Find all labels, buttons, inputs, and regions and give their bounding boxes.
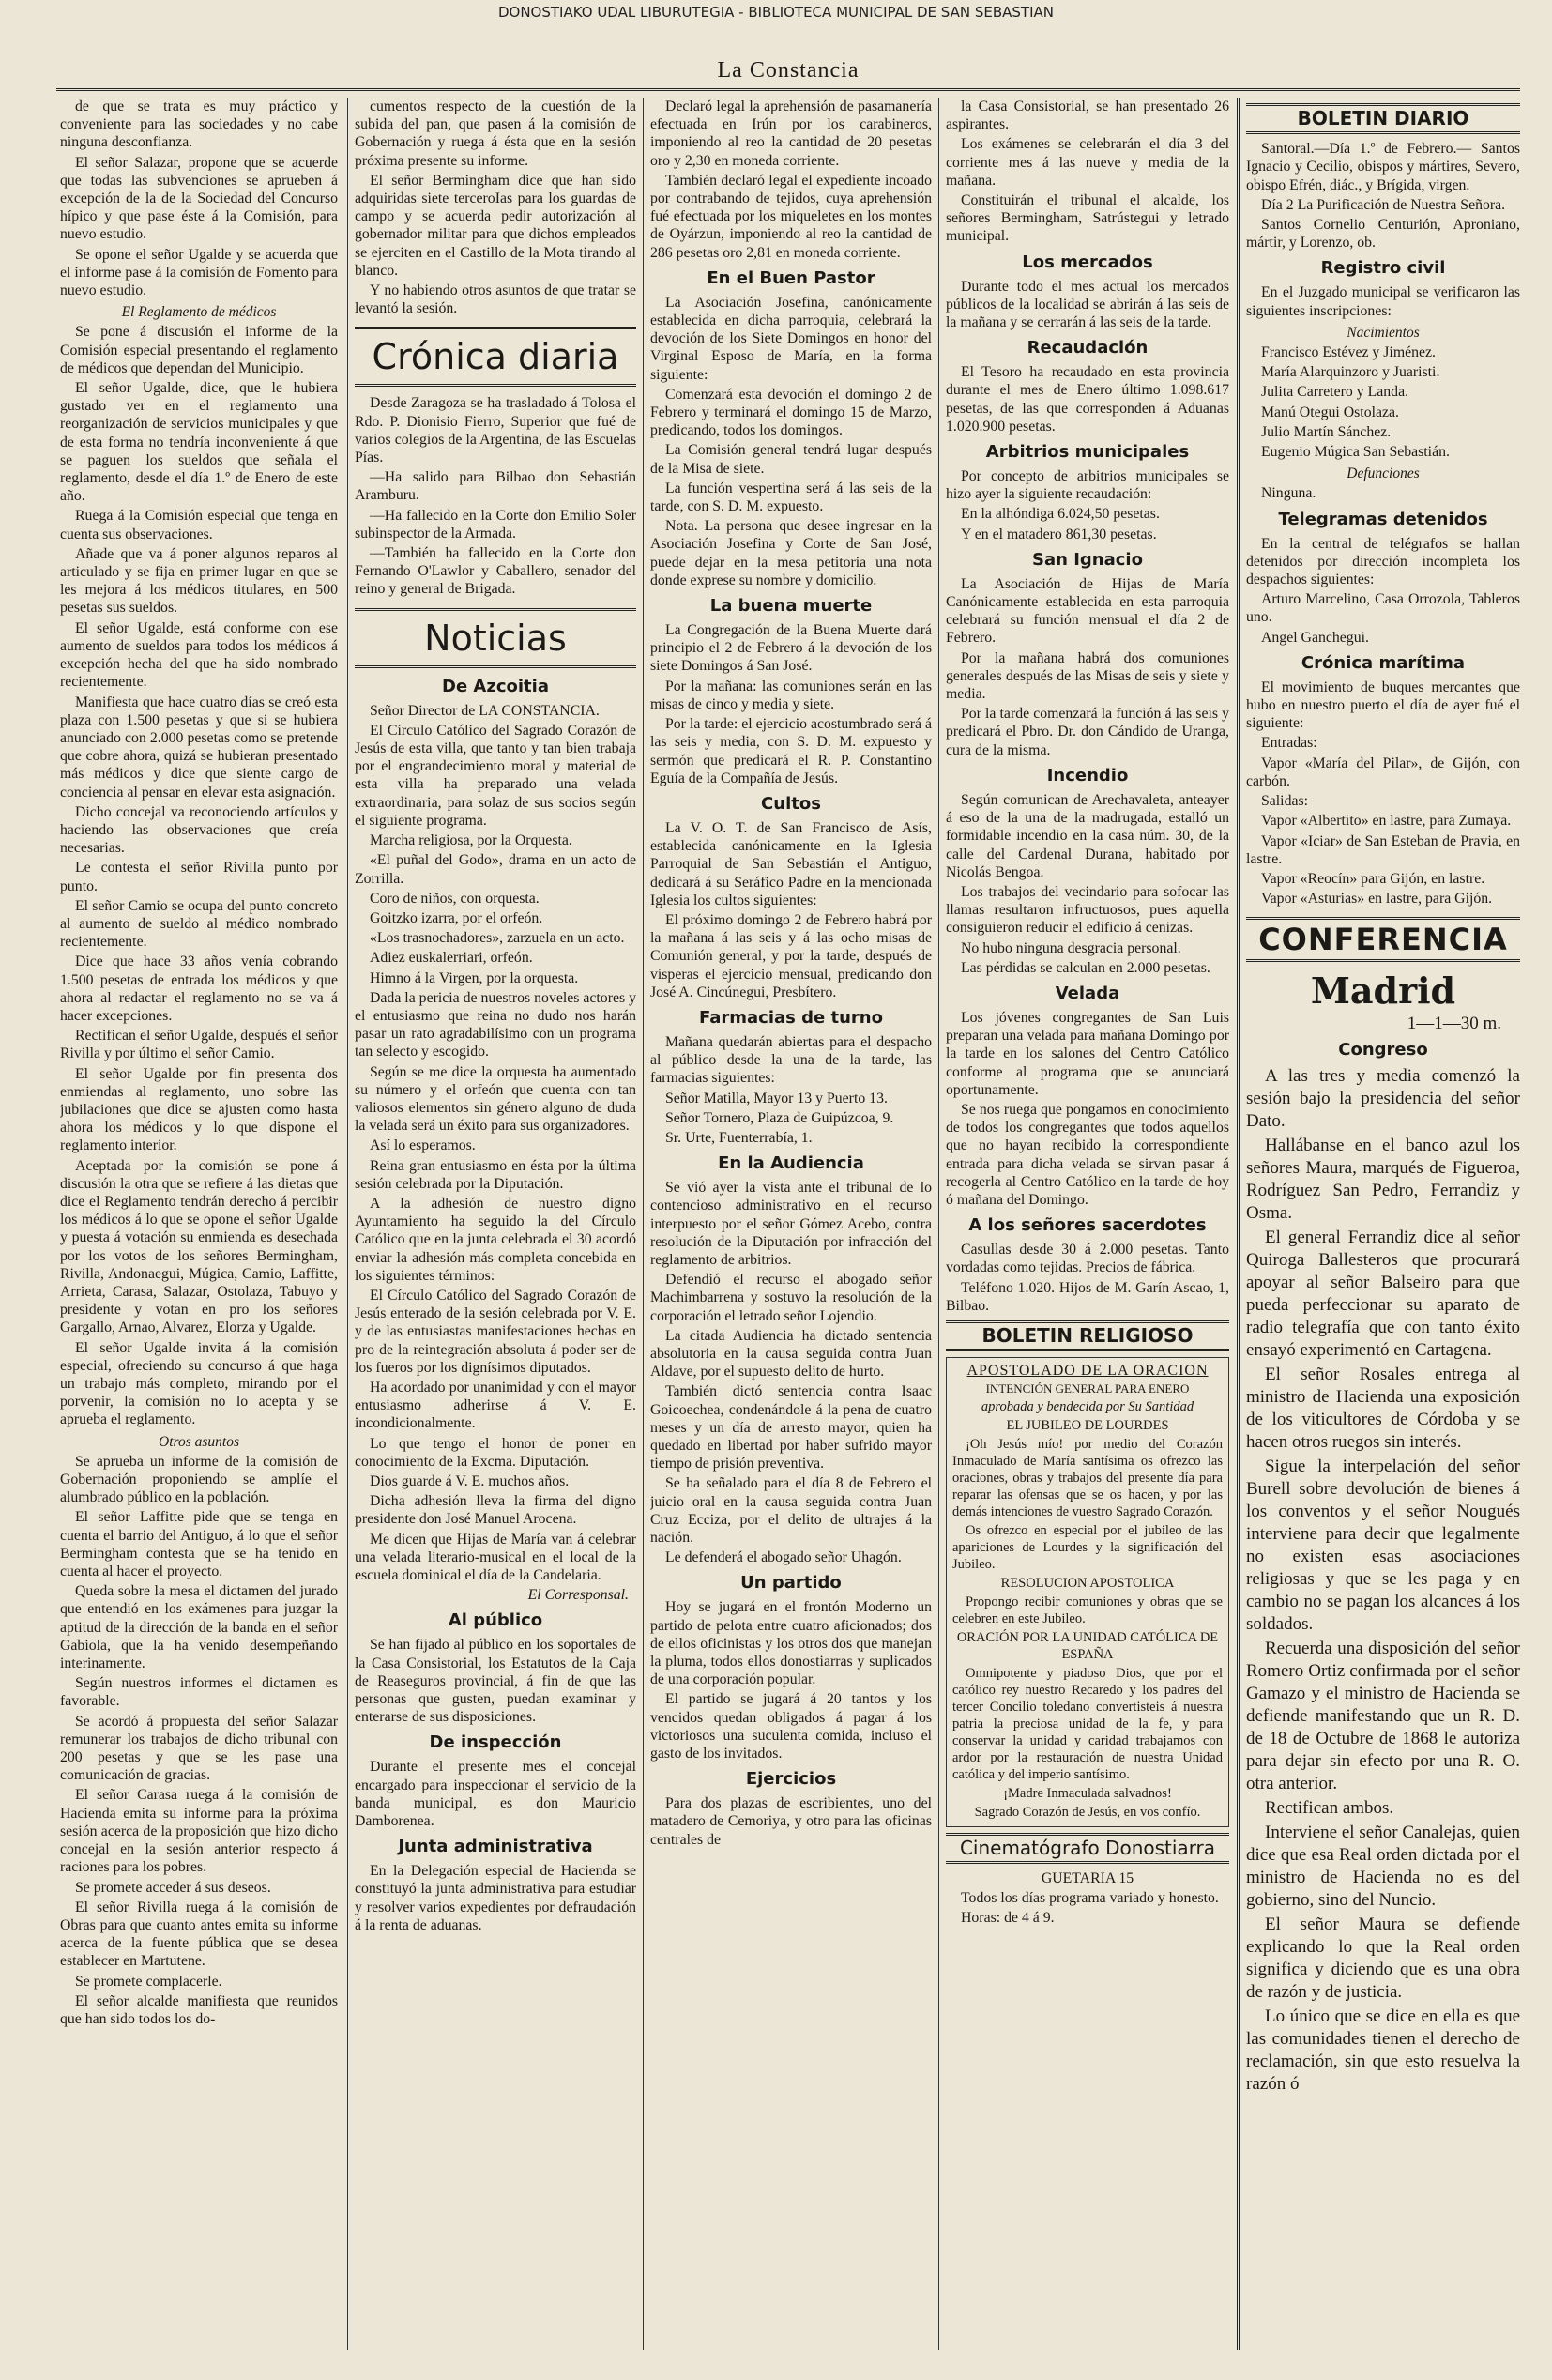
paragraph: A la adhesión de nuestro digno Ayuntamiento ha seguido la del Círculo Católico que en la junta celebrada el 30 acordó enviar la adhesión más completa concebida en los siguientes términos: bbox=[355, 1195, 636, 1284]
section-heading: Al público bbox=[448, 1610, 543, 1631]
paragraph: La Asociación Josefina, canónicamente establecida en dicha parroquia, celebrará la devoción de los Siete Domingos en honor del Virginal Esposo de María, en la forma siguiente: bbox=[650, 294, 932, 383]
paragraph: Por concepto de arbitrios municipales se hizo ayer la siguiente recaudación: bbox=[946, 468, 1229, 503]
paragraph: Queda sobre la mesa el dictamen del jurado que entendió en los exámenes para juzgar la aptitud de la dirección de la banda en el señor Gabiola, que la ha venido desempeñando interinamente. bbox=[60, 1583, 338, 1672]
paragraph: Se aprueba un informe de la comisión de Gobernación proponiendo se amplíe el alumbrado público en la población. bbox=[60, 1453, 338, 1506]
paragraph: No hubo ninguna desgracia personal. bbox=[961, 939, 1181, 956]
section-heading: La buena muerte bbox=[709, 596, 873, 617]
paragraph: Se acordó á propuesta del señor Salazar remunerar los trabajos de dicho tribunal con 200 pesetas y que se les pase una comunicación de gracias. bbox=[60, 1713, 338, 1784]
list-item: Julio Martín Sánchez. bbox=[1261, 423, 1392, 440]
paragraph: Nota. La persona que desee ingresar en la Asociación Josefina y Corte de San José, puede dejar en la mesa petitoria una nota donde exprese su nombre y domicilio. bbox=[650, 518, 932, 588]
paragraph: Señor Director de LA CONSTANCIA. bbox=[370, 702, 600, 719]
section-heading: En la Audiencia bbox=[718, 1153, 864, 1174]
paragraph: Se ha señalado para el día 8 de Febrero el juicio oral en la causa seguida contra Juan Cruz Ecciza, por el delito de ultrajes á la nación. bbox=[650, 1475, 932, 1547]
paragraph: Dada la pericia de nuestros noveles actores y el entusiasmo que reina no dudo nos harán pasar un rato agradabilísimo con un programa tan selecto y escogido. bbox=[355, 989, 636, 1060]
paragraph: El señor Rosales entrega al ministro de Hacienda una exposición de los viticultores de Córdoba y se hacen otros ruegos sin interés. bbox=[1246, 1364, 1520, 1452]
paragraph: Dios guarde á V. E. muchos años. bbox=[370, 1473, 570, 1489]
section-heading: San Ignacio bbox=[1032, 549, 1143, 570]
paragraph: Interviene el señor Canalejas, quien dice que esa Real orden dictada por el ministro de Hacienda no es del gobierno, sino del Nuncio. bbox=[1246, 1822, 1520, 1910]
paragraph: El Tesoro ha recaudado en esta provincia durante el mes de Enero último 1.098.617 pesetas, de las que corresponden á Aduanas 1.020.900 pesetas. bbox=[946, 364, 1229, 435]
paragraph: También declaró legal el expediente incoado por contrabando de tejidos, cuya aprehensión fué efectuada por los miqueletes en los montes de Oyárzun, imponiendo al reo la cantidad de 286 pesetas oro 2,81 en moneda corriente. bbox=[650, 172, 932, 261]
archive-header: DONOSTIAKO UDAL LIBURUTEGIA - BIBLIOTECA MUNICIPAL DE SAN SEBASTIAN bbox=[497, 4, 1054, 21]
paragraph: Santoral.—Día 1.º de Febrero.— Santos Ignacio y Cecilio, obispos y mártires, Severo, obispo Efrén, diác., y Brígida, virgen. bbox=[1246, 141, 1520, 193]
paragraph: Constituirán el tribunal el alcalde, los señores Bermingham, Satrústegui y letrado municipal. bbox=[946, 192, 1229, 245]
section-subhead: El Reglamento de médicos bbox=[121, 304, 277, 321]
list-item: Francisco Estévez y Jiménez. bbox=[1261, 344, 1436, 361]
column-rule bbox=[347, 98, 348, 2350]
section-heading: En el Buen Pastor bbox=[707, 267, 875, 288]
paragraph: Hallábanse en el banco azul los señores Maura, marqués de Figueroa, Rodríguez San Pedro, Ferrandiz y Osma. bbox=[1246, 1135, 1520, 1223]
boletin-diario-heading: BOLETIN DIARIO bbox=[1246, 103, 1520, 134]
column-4 bbox=[946, 98, 1229, 2350]
paragraph: —Ha fallecido en la Corte don Emilio Soler subinspector de la Armada. bbox=[355, 507, 636, 542]
paragraph: Santos Cornelio Centurión, Aproniano, mártir, y Lorenzo, ob. bbox=[1246, 217, 1520, 252]
paragraph: Lo que tengo el honor de poner en conocimiento de la Excma. Diputación. bbox=[355, 1435, 636, 1470]
paragraph: de que se trata es muy práctico y conveniente para las sociedades y no cabe ninguna desconfianza. bbox=[60, 99, 338, 151]
paragraph: cumentos respecto de la cuestión de la subida del pan, que pasen á la comisión de Gobernación y ruega á ésta que en la sesión próxima presente su informe. bbox=[355, 99, 636, 169]
madrid-heading: Madrid bbox=[1310, 969, 1456, 1013]
paragraph: El señor Carasa ruega á la comisión de Hacienda emita su informe para la próxima sesión acerca de la proposición que hizo dicho concejal en la sesión anterior respecto á raciones para los pobres. bbox=[60, 1787, 338, 1876]
paragraph: Sagrado Corazón de Jesús, en vos confío. bbox=[974, 1804, 1201, 1820]
paragraph: ¡Oh Jesús mío! por medio del Corazón Inmaculado de María santísima os ofrezco las oraciones, obras y trabajos del presente día para reparar las ofensas que se os hacen, y por las demás intenciones de vuestro Sagrado Corazón. bbox=[952, 1436, 1223, 1519]
paragraph: Entradas: bbox=[1261, 735, 1317, 752]
paragraph: Salidas: bbox=[1261, 793, 1309, 810]
section-heading: Telegramas detenidos bbox=[1278, 509, 1488, 529]
paragraph: Dice que hace 33 años venía cobrando 1.500 pesetas de entrada los médicos y que ahora al redactar el reglamento no se va á hacer excepciones. bbox=[60, 954, 338, 1024]
section-heading: Un partido bbox=[740, 1573, 842, 1594]
paragraph: La Congregación de la Buena Muerte dará principio el 2 de Febrero á la devoción de los siete Domingos á San José. bbox=[650, 622, 932, 675]
paragraph: Vapor «Albertito» en lastre, para Zumaya. bbox=[1261, 813, 1512, 830]
paragraph: Himno á la Virgen, por la orquesta. bbox=[370, 969, 579, 986]
paragraph: La Asociación de Hijas de María Canónicamente establecida en esta parroquia celebrará su función mensual el día 2 de Febrero. bbox=[946, 575, 1229, 647]
paragraph: El señor Ugalde, está conforme con ese aumento de sueldos para todos los médicos á excepción hecha del que ha sido nombrado recientemente. bbox=[60, 619, 338, 691]
list-item: Eugenio Múgica San Sebastián. bbox=[1261, 444, 1450, 461]
paragraph: Coro de niños, con orquesta. bbox=[370, 890, 540, 907]
paragraph: Angel Ganchegui. bbox=[1261, 629, 1369, 646]
section-subhead: Defunciones bbox=[1347, 465, 1420, 482]
paragraph: También dictó sentencia contra Isaac Goicoechea, condenándole á la pena de cuatro meses y un día de arresto mayor, quien ha quedado en libertad por haber sufrido mayor tiempo de prisión preventiva. bbox=[650, 1383, 932, 1472]
paragraph: Los trabajos del vecindario para sofocar las llamas resultaron infructuosos, pues aquella consiguieron reducir el edificio á cenizas. bbox=[946, 883, 1229, 937]
paragraph: Se pone á discusión el informe de la Comisión especial presentando el reglamento de médicos que dependan del Municipio. bbox=[60, 324, 338, 376]
section-subhead: Otros asuntos bbox=[159, 1433, 239, 1450]
paragraph: Omnipotente y piadoso Dios, que por el católico rey nuestro Recaredo y los padres del tercer Concilio toledano convertisteis á nuestra patria la preciosa unidad de la fe, y para conservar la unidad y caridad trabajamos con ardor por la restauración de nuestra Unidad católica y del imperio santísimo. bbox=[952, 1665, 1223, 1782]
paragraph: El señor Bermingham dice que han sido adquiridas siete terceroIas para los guardas de campo y se acuerda pedir autorización al gobernador militar para que dichos empleados se ejerciten en el Castillo de la Mota tirando al blanco. bbox=[355, 172, 636, 279]
paragraph: Por la tarde comenzará la función á las seis y predicará el Pbro. Dr. don Cándido de Uranga, cura de la misma. bbox=[946, 706, 1229, 758]
column-rule bbox=[1237, 98, 1240, 2350]
paragraph: Le contesta el señor Rivilla punto por punto. bbox=[60, 860, 338, 894]
paragraph: La citada Audiencia ha dictado sentencia absolutoria en la causa seguida contra Juan Aldave, por el supuesto delito de hurto. bbox=[650, 1327, 932, 1381]
section-heading: Cultos bbox=[761, 793, 821, 814]
column-2 bbox=[355, 98, 636, 2350]
section-heading: Registro civil bbox=[1320, 258, 1446, 279]
paragraph: Por la mañana: las comuniones serán en las misas de cinco y media y siete. bbox=[650, 678, 932, 712]
congreso-report bbox=[1246, 1065, 1520, 2096]
paragraph: El señor Ugalde invita á la comisión especial, ofreciendo su concurso á que haga un trabajo más completo, mirando por el porvenir, la comisión no lo acepta y se aprueba el reglamento. bbox=[60, 1339, 338, 1428]
paragraph: Señor Matilla, Mayor 13 y Puerto 13. bbox=[665, 1090, 888, 1106]
list-item: María Alarquinzoro y Juaristi. bbox=[1261, 364, 1440, 381]
section-heading: Recaudación bbox=[1027, 338, 1149, 359]
paragraph: ORACIÓN POR LA UNIDAD CATÓLICA DE ESPAÑA bbox=[956, 1629, 1219, 1662]
paragraph: Teléfono 1.020. Hijos de M. Garín Ascao, 1, Bilbao. bbox=[946, 1279, 1229, 1314]
paragraph: Durante el presente mes el concejal encargado para inspeccionar el servicio de la banda municipal, es don Mauricio Damborenea. bbox=[355, 1759, 636, 1830]
boletin-religioso-heading: BOLETIN RELIGIOSO bbox=[946, 1320, 1229, 1351]
paragraph: En la alhóndiga 6.024,50 pesetas. bbox=[961, 506, 1160, 523]
section-heading: Ejercicios bbox=[745, 1769, 837, 1790]
paragraph: Durante todo el mes actual los mercados públicos de la localidad se abrirán á las seis de la mañana y se cerrarán á las seis de la tarde. bbox=[946, 278, 1229, 331]
paragraph: El Círculo Católico del Sagrado Corazón de Jesús de esta villa, que tanto y tan bien trabaja por el engrandecimiento moral y material de esta villa ha preparado una velada extraordinaria, para solaz de sus socios según el siguiente programa. bbox=[355, 722, 636, 829]
paragraph: Vapor «Iciar» de San Esteban de Pravia, en lastre. bbox=[1246, 832, 1520, 867]
paragraph: El señor Ugalde, dice, que le hubiera gustado ver en el reglamento una reorganización de servicios municipales y que de esta forma no tendría inconveniente á que se paguen los sueldos que señala el reglamento, desde el día 1.º de Enero de este año. bbox=[60, 380, 338, 505]
paragraph: Hoy se jugará en el frontón Moderno un partido de pelota entre cuatro aficionados; dos de ellos oficinistas y los otros dos que manejan la pluma, todos ellos donostiarras y suplicados de una corporación popular. bbox=[650, 1599, 932, 1688]
paragraph: Os ofrezco en especial por el jubileo de las apariciones de Lourdes y la significación del Jubileo. bbox=[952, 1522, 1223, 1572]
paragraph: Por la tarde: el ejercicio acostumbrado será á las seis y media, con S. D. M. expuesto y sermón que predicará el R. P. Constantino Eguía de la Compañía de Jesús. bbox=[650, 716, 932, 786]
paragraph: Se vió ayer la vista ante el tribunal de lo contencioso administrativo en el recurso interpuesto por el señor Gómez Acebo, contra resolución de la Diputación por infracción del reglamento de arbitrios. bbox=[650, 1180, 932, 1268]
paragraph: Rectifican ambos. bbox=[1265, 1797, 1394, 1818]
paragraph: Señor Tornero, Plaza de Guipúzcoa, 9. bbox=[665, 1109, 894, 1126]
column-1 bbox=[60, 98, 338, 2350]
paragraph: El señor Camio se ocupa del punto concreto al aumento de sueldo al médico nombrado recientemente. bbox=[60, 897, 338, 951]
religious-notice-box bbox=[946, 1357, 1229, 1826]
paragraph: Añade que va á poner algunos reparos al articulado y se fija en primer lugar en que se les mejora á los médicos titulares, en 500 pesetas sus sueldos. bbox=[60, 545, 338, 617]
paragraph: Por la mañana habrá dos comuniones generales después de las Misas de seis y siete y media. bbox=[946, 649, 1229, 703]
paragraph: Y no habiendo otros asuntos de que tratar se levantó la sesión. bbox=[355, 282, 636, 317]
section-heading: De inspección bbox=[429, 1732, 562, 1753]
paragraph: «El puñal del Godo», drama en un acto de Zorrilla. bbox=[355, 852, 636, 887]
paragraph: Ruega á la Comisión especial que tenga en cuenta sus observaciones. bbox=[60, 508, 338, 542]
paragraph: Dicho concejal va reconociendo artículos y haciendo las observaciones que creía necesarias. bbox=[60, 803, 338, 857]
paragraph: Se opone el señor Ugalde y se acuerda que el informe pase á la comisión de Fomento para nuevo estudio. bbox=[60, 246, 338, 299]
conferencia-heading: CONFERENCIA bbox=[1246, 917, 1520, 962]
section-heading: Incendio bbox=[1046, 765, 1129, 786]
section-heading: A los señores sacerdotes bbox=[968, 1215, 1207, 1236]
paragraph: Según nuestros informes el dictamen es favorable. bbox=[60, 1675, 338, 1710]
section-heading: Arbitrios municipales bbox=[985, 442, 1190, 463]
column-rule bbox=[938, 98, 939, 2350]
noticias-heading: Noticias bbox=[355, 608, 636, 668]
paragraph: Vapor «Reocín» para Gijón, en lastre. bbox=[1261, 870, 1485, 887]
paragraph: Así lo esperamos. bbox=[370, 1137, 476, 1154]
list-item: Manú Otegui Ostolaza. bbox=[1261, 404, 1399, 420]
paragraph: Goitzko izarra, por el orfeón. bbox=[370, 909, 543, 926]
paragraph: Según se me dice la orquesta ha aumentado su número y el orfeón que cuenta con tan valiosos elementos sin género alguno de duda la velada será un éxito para sus organizadores. bbox=[355, 1063, 636, 1135]
paragraph: Recuerda una disposición del señor Romero Ortiz confirmada por el señor Gamazo y el ministro de Hacienda se defiende manifestando que un R. D. de 18 de Octubre de 1868 le autoriza para dejar sin efecto por una R. O. otra anterior. bbox=[1246, 1638, 1520, 1793]
paragraph: El señor Salazar, propone que se acuerde que todas las subvenciones se aprueben á excepción de la de la Sociedad del Concurso hípico y que pase éste á la Comisión, para nuevo estudio. bbox=[60, 154, 338, 243]
paragraph: El señor Maura se defiende explicando lo que la Real orden significa y diciendo que es una obra de razón y de justicia. bbox=[1246, 1914, 1520, 2002]
paragraph: El partido se jugará á 20 tantos y los vencidos quedan obligados á pagar á los victoriosos una suculenta comida, incluso el gasto de los invitados. bbox=[650, 1691, 932, 1762]
paragraph: Sigue la interpelación del señor Burell sobre devolución de bienes á los conventos y el señor Nougués interviene para decir que legalmente no existen esas asociaciones religiosas y que se les paga y en cambio no se pagan los alcances á los soldados. bbox=[1246, 1456, 1520, 1634]
paragraph: En la central de telégrafos se hallan detenidos por dirección incompleta los despachos siguientes: bbox=[1246, 535, 1520, 588]
paragraph: aprobada y bendecida por Su Santidad bbox=[981, 1398, 1194, 1414]
paragraph: Manifiesta que hace cuatro días se creó esta plaza con 1.500 pesetas y que si se hubiera anunciado con 2.000 pesetas como se pretende que cobre ahora, quizá se hubieran presentado más médicos y dice que siente cargo de conciencia al pensar en elevar esta asignación. bbox=[60, 694, 338, 801]
dispatch-time: 1—1—30 m. bbox=[1407, 1014, 1501, 1034]
paragraph: A las tres y media comenzó la sesión bajo la presidencia del señor Dato. bbox=[1246, 1065, 1520, 1131]
signature: El Corresponsal. bbox=[527, 1587, 629, 1604]
paragraph: Vapor «Asturias» en lastre, para Gijón. bbox=[1261, 891, 1493, 908]
paragraph: —Ha salido para Bilbao don Sebastián Aramburu. bbox=[355, 469, 636, 504]
paragraph: Día 2 La Purificación de Nuestra Señora. bbox=[1261, 196, 1506, 213]
list-item: Ninguna. bbox=[1261, 485, 1316, 502]
paragraph: Ha acordado por unanimidad y con el mayor entusiasmo adherirse á V. E. incondicionalmente. bbox=[355, 1379, 636, 1432]
paragraph: ¡Madre Inmaculada salvadnos! bbox=[1003, 1785, 1172, 1801]
paragraph: Dicha adhesión lleva la firma del digno presidente don José Manuel Arocena. bbox=[355, 1493, 636, 1528]
paragraph: Mañana quedarán abiertas para el despacho al público desde la una de la tarde, las farmacias siguientes: bbox=[650, 1033, 932, 1087]
column-rule bbox=[643, 98, 644, 2350]
paragraph: Y en el matadero 861,30 pesetas. bbox=[961, 526, 1157, 542]
paragraph: El movimiento de buques mercantes que hubo en nuestro puerto el día de ayer fué el siguiente: bbox=[1246, 679, 1520, 732]
paragraph: Reina gran entusiasmo en ésta por la última sesión celebrada por la Diputación. bbox=[355, 1157, 636, 1192]
paragraph: Sr. Urte, Fuenterrabía, 1. bbox=[665, 1129, 813, 1146]
paragraph: Vapor «María del Pilar», de Gijón, con carbón. bbox=[1246, 755, 1520, 789]
paragraph: La función vespertina será á las seis de la tarde, con S. D. M. expuesto. bbox=[650, 480, 932, 515]
paragraph: Lo único que se dice en ella es que las comunidades tienen el derecho de reclamación, sin que esto resuelva la razón ó bbox=[1246, 2006, 1520, 2094]
religious-subtitle: INTENCIÓN GENERAL PARA ENERO bbox=[985, 1381, 1190, 1396]
paragraph: Se nos ruega que pongamos en conocimiento de todos los congregantes que todos aquellos que no hayan recibido la correspondiente entrada para dicha velada se sirvan pasar á recogerla al Centro Católico en la tarde de hoy ó mañana del Domingo. bbox=[946, 1101, 1229, 1208]
paragraph: Arturo Marcelino, Casa Orrozola, Tableros uno. bbox=[1246, 591, 1520, 626]
cinematografo-heading: Cinematógrafo Donostiarra bbox=[946, 1833, 1229, 1864]
section-heading: Crónica marítima bbox=[1301, 652, 1466, 673]
paragraph: En la Delegación especial de Hacienda se constituyó la junta administrativa para estudiar y resolver varios expedientes por defraudación á la renta de aduanas. bbox=[355, 1863, 636, 1933]
paragraph: Adiez euskalerriari, orfeón. bbox=[370, 950, 533, 967]
paragraph: Horas: de 4 á 9. bbox=[961, 1910, 1055, 1927]
religious-title: APOSTOLADO DE LA ORACION bbox=[966, 1363, 1209, 1380]
section-heading: Junta administrativa bbox=[398, 1837, 593, 1857]
paragraph: —También ha fallecido en la Corte don Fernando O'Lawlor y Caballero, senador del reino y general de Brigada. bbox=[355, 545, 636, 598]
paragraph: Le defenderá el abogado señor Uhagón. bbox=[665, 1549, 902, 1566]
paragraph: Los jóvenes congregantes de San Luis preparan una velada para mañana Domingo por la tarde en los salones del Centro Católico conforme al programa que se anunciará oportunamente. bbox=[946, 1009, 1229, 1098]
paragraph: EL JUBILEO DE LOURDES bbox=[1006, 1417, 1169, 1433]
paragraph: Los exámenes se celebrarán el día 3 del corriente mes á las nueve y media de la mañana. bbox=[946, 136, 1229, 189]
section-heading: Congreso bbox=[1338, 1039, 1428, 1060]
section-heading: Velada bbox=[1055, 983, 1120, 1003]
paragraph: Defendió el recurso el abogado señor Machimbarrena y sostuvo la resolución de la corporación el letrado señor Lojendio. bbox=[650, 1272, 932, 1324]
paragraph: El señor alcalde manifiesta que reunidos que han sido todos los do- bbox=[60, 1992, 338, 2027]
column-3 bbox=[650, 98, 932, 2350]
cronica-heading: Crónica diaria bbox=[355, 327, 636, 387]
section-subhead: Nacimientos bbox=[1347, 324, 1420, 341]
paragraph: la Casa Consistorial, se han presentado 26 aspirantes. bbox=[946, 99, 1229, 133]
paragraph: La V. O. T. de San Francisco de Asís, establecida canónicamente en la Iglesia Parroquial de San Sebastián el Antiguo, dedicará á su Seráfico Padre en la mencionada Iglesia los cultos siguientes: bbox=[650, 819, 932, 908]
paragraph: Se promete acceder á sus deseos. bbox=[75, 1879, 271, 1896]
section-heading: De Azcoitia bbox=[442, 676, 549, 696]
paragraph: Marcha religiosa, por la Orquesta. bbox=[370, 832, 572, 849]
paragraph: En el Juzgado municipal se verificaron las siguientes inscripciones: bbox=[1246, 284, 1520, 319]
paper-title: La Constancia bbox=[717, 58, 860, 83]
paragraph: Las pérdidas se calculan en 2.000 pesetas. bbox=[961, 959, 1210, 976]
section-heading: Farmacias de turno bbox=[699, 1007, 883, 1028]
paragraph: Desde Zaragoza se ha trasladado á Tolosa el Rdo. P. Dionisio Fierro, Superior que fué de varios colegios de la Argentina, de las Escuelas Pías. bbox=[355, 395, 636, 466]
paragraph: RESOLUCION APOSTOLICA bbox=[1000, 1575, 1175, 1591]
paragraph: Me dicen que Hijas de María van á celebrar una velada literario-musical en el local de la escuela dominical el día de la Candelaria. bbox=[355, 1531, 636, 1584]
paragraph: Todos los días programa variado y honesto. bbox=[961, 1889, 1219, 1906]
paragraph: GUETARIA 15 bbox=[1041, 1869, 1134, 1886]
paragraph: Aceptada por la comisión se pone á discusión la otra que se refiere á las dietas que dice el Reglamento tendrán derecho á percibir los médicos á lo que se opone el señor Ugalde y puesta á votación su enmienda es desechada por los votos de los señores Bermingham, Rivilla, Andonaegui, Múgica, Camio, Laffitte, Arrieta, Carasa, Salazar, Ostolaza, Tabuyo y presidente y votan en pro los señores Gargallo, Arnao, Alvarez, Elorza y Ugalde. bbox=[60, 1157, 338, 1336]
paragraph: Según comunican de Arechavaleta, anteayer á eso de la una de la madrugada, estalló un formidable incendio en la casa núm. 30, de la calle del Cardenal Durana, habitado por Nicolás Bengoa. bbox=[946, 791, 1229, 880]
paragraph: Se promete complacerle. bbox=[75, 1973, 222, 1990]
paragraph: La Comisión general tendrá lugar después de la Misa de siete. bbox=[650, 442, 932, 477]
paragraph: Para dos plazas de escribientes, uno del matadero de Cemoriya, y otro para las oficinas centrales de bbox=[650, 1795, 932, 1848]
paragraph: Rectifican el señor Ugalde, después el señor Rivilla y por último el señor Camio. bbox=[60, 1028, 338, 1062]
paragraph: Declaró legal la aprehensión de pasamanería efectuada en Irún por los carabineros, imponiendo al reo la cantidad de 20 pesetas oro y 2,30 en moneda corriente. bbox=[650, 99, 932, 169]
section-heading: Los mercados bbox=[1022, 252, 1153, 272]
paragraph: El próximo domingo 2 de Febrero habrá por la mañana á las seis y á las ocho misas de Comunión general, y por la tarde, después de vísperas el ejercicio mensual, predicando don José A. Cincúnegui, Presbítero. bbox=[650, 911, 932, 1000]
paragraph: Casullas desde 30 á 2.000 pesetas. Tanto vordadas como tejidas. Precios de fábrica. bbox=[946, 1242, 1229, 1276]
paragraph: Propongo recibir comuniones y obras que se celebren en este Jubileo. bbox=[952, 1594, 1223, 1626]
paragraph: El Círculo Católico del Sagrado Corazón de Jesús enterado de la sesión celebrada por V. E. y de las entusiastas manifestaciones hechas en pro de la reintegración absoluta á poder ser de los fueros por los dignísimos diputados. bbox=[355, 1287, 636, 1376]
paragraph: El señor Rivilla ruega á la comisión de Obras para que cuanto antes emita su informe acerca de la fuente pública que se desea establecer en Martutene. bbox=[60, 1899, 338, 1970]
paragraph: El general Ferrandiz dice al señor Quiroga Ballesteros que procurará apoyar al señor Balseiro para que pueda perfeccionar su aparato de radio telegrafía que con tanto éxito ensayó experimentó en Cartagena. bbox=[1246, 1227, 1520, 1360]
list-item: Julita Carretero y Landa. bbox=[1261, 384, 1409, 401]
paragraph: Se han fijado al público en los soportales de la Casa Consistorial, los Estatutos de la Caja de Reaseguros provincial, á fin de que las personas que gusten, puedan examinar y enterarse de sus disposiciones. bbox=[355, 1637, 636, 1726]
masthead bbox=[56, 54, 1520, 91]
column-5 bbox=[1246, 98, 1520, 2350]
paragraph: El señor Laffitte pide que se tenga en cuenta el barrio del Antiguo, á lo que el señor Bermingham contesta que se ha tenido en cuenta al hacer el proyecto. bbox=[60, 1509, 338, 1580]
paragraph: El señor Ugalde por fin presenta dos enmiendas al reglamento, uno sobre las jubilaciones que dice se ajusten como hasta ahora los médicos y lo que dispone el reglamento interior. bbox=[60, 1065, 338, 1154]
paragraph: Comenzará esta devoción el domingo 2 de Febrero y terminará el domingo 15 de Marzo, predicando, todos los domingos. bbox=[650, 386, 932, 439]
paragraph: «Los trasnochadores», zarzuela en un acto. bbox=[370, 930, 625, 947]
